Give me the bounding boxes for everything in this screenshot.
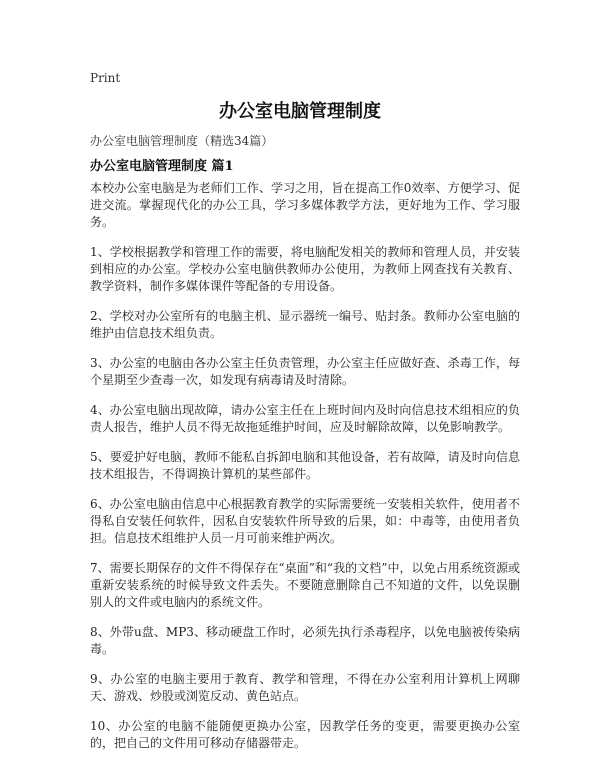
paragraph-3: 3、办公室的电脑由各办公室主任负责管理，办公室主任应做好查、杀毒工作，每个星期至少查毒一次，如发现有病毒请及时清除。 [90, 356, 520, 387]
paragraph-6: 6、办公室电脑由信息中心根据教育教学的实际需要统一安装相关软件，使用者不得私自安装任何软件，因私自安装软件所导致的后果，如：中毒等，由使用者负担。信息技术组维护人员一月可前来维护两次。 [90, 497, 520, 545]
section-heading: 办公室电脑管理制度 篇1 [90, 159, 234, 174]
document-title: 办公室电脑管理制度 [219, 101, 381, 122]
print-link[interactable]: Print [90, 71, 121, 85]
paragraph-5: 5、要爱护好电脑，教师不能私自拆卸电脑和其他设备，若有故障，请及时向信息技术组报告，不得调换计算机的某些部件。 [90, 450, 520, 481]
paragraph-7: 7、需要长期保存的文件不得保存在“桌面”和“我的文档”中，以免占用系统资源或重新安装系统的时候导致文件丢失。不要随意删除自己不知道的文件，以免误删别人的文件或电脑内的系统文件。 [90, 561, 520, 609]
document-body [90, 180, 520, 765]
paragraph-9: 9、办公室的电脑主要用于教育、教学和管理，不得在办公室利用计算机上网聊天、游戏、炒股或浏览反动、黄色站点。 [90, 672, 520, 703]
paragraph-intro: 本校办公室电脑是为老师们工作、学习之用，旨在提高工作0效率、方便学习、促进交流。掌握现代化的办公工具，学习多媒体教学方法，更好地为工作、学习服务。 [90, 181, 520, 229]
paragraph-2: 2、学校对办公室所有的电脑主机、显示器统一编号、贴封条。教师办公室电脑的维护由信息技术组负责。 [90, 309, 520, 340]
paragraph-10: 10、办公室的电脑不能随便更换办公室，因教学任务的变更，需要更换办公室的，把自己的文件用可移动存储器带走。 [90, 719, 520, 750]
paragraph-4: 4、办公室电脑出现故障，请办公室主任在上班时间内及时向信息技术组相应的负责人报告，维护人员不得无故拖延维护时间，应及时解除故障，以免影响教学。 [90, 403, 520, 434]
paragraph-1: 1、学校根据教学和管理工作的需要，将电脑配发相关的教师和管理人员，并安装到相应的办公室。学校办公室电脑供教师办公使用，为教师上网查找有关教育、教学资料，制作多媒体课件等配备的专用设备。 [90, 245, 520, 293]
paragraph-8: 8、外带u盘、MP3、移动硬盘工作时，必须先执行杀毒程序，以免电脑被传染病毒。 [90, 625, 520, 656]
document-subtitle: 办公室电脑管理制度（精选34篇） [90, 134, 274, 148]
